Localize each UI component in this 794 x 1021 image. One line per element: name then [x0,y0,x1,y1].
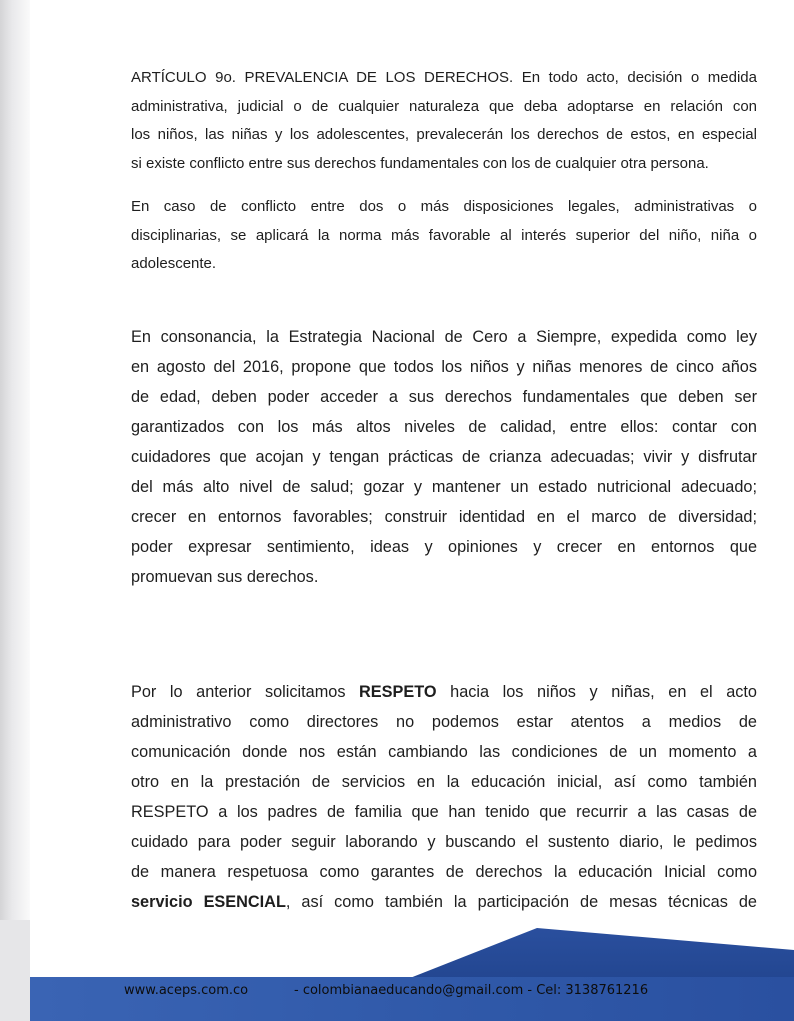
text-line: cuidadores que acojan y tengan prácticas de crianza adecuadas; vivir y disfrutar [131,448,757,466]
footer-band [0,920,794,1021]
text-line: disciplinarias, se aplicará la norma más favorable al interés superior del niño, niña o [131,226,757,244]
text-line: comunicación donde nos están cambiando las condiciones de un momento a [131,743,757,761]
conflict-paragraph [131,193,757,279]
text-line: de manera respetuosa como garantes de derechos la educación Inicial como [131,863,757,881]
page-edge-shadow [0,0,30,1021]
text-line: En caso de conflicto entre dos o más disposiciones legales, administrativas o [131,198,757,215]
text-line: promuevan sus derechos. [131,568,319,586]
article-9-paragraph [131,64,757,179]
text-line: En consonancia, la Estrategia Nacional de Cero a Siempre, expedida como ley [131,328,757,346]
text-run: Por lo anterior solicitamos [131,683,346,701]
text-line: ARTÍCULO 9o. PREVALENCIA DE LOS DERECHOS. En todo acto, decisión o medida [131,69,757,86]
servicio-esencial-emphasis: servicio ESENCIAL [131,893,286,911]
text-line: crecer en entornos favorables; construir identidad en el marco de diversidad; [131,508,757,526]
text-line: en agosto del 2016, propone que todos los niños y niñas menores de cinco años [131,358,757,376]
footer-contact-info: - colombianaeducando@gmail.com - Cel: 3138761216 [294,983,649,998]
footer-website-link[interactable]: www.aceps.com.co [124,983,249,998]
text-run: hacia los niños y niñas, en el acto [450,683,757,701]
text-line: cuidado para poder seguir laborando y buscando el sustento diario, le pedimos [131,833,757,851]
text-line: administrativa, judicial o de cualquier naturaleza que deba adoptarse en relación con [131,97,757,115]
text-line: los niños, las niñas y los adolescentes, prevalecerán los derechos de estos, en especial [131,126,757,144]
text-line: adolescente. [131,255,217,273]
request-paragraph [131,677,757,917]
text-run: , así como también la participación de mesas técnicas de [285,893,757,911]
text-line: si existe conflicto entre sus derechos fundamentales con los de cualquier otra persona. [131,155,709,173]
text-line: poder expresar sentimiento, ideas y opiniones y crecer en entornos que [131,538,757,556]
strategy-paragraph [131,322,757,592]
footer-margin-shade [0,920,30,1021]
text-line [131,677,757,707]
text-line: administrativo como directores no podemos estar atentos a medios de [131,713,757,731]
document-page [30,0,794,1021]
text-line [131,887,757,917]
text-line: RESPETO a los padres de familia que han tenido que recurrir a las casas de [131,803,757,821]
respeto-emphasis: RESPETO [359,683,437,701]
text-line: de edad, deben poder acceder a sus derechos fundamentales que deben ser [131,388,757,406]
text-line: otro en la prestación de servicios en la educación inicial, así como también [131,773,757,791]
text-line: del más alto nivel de salud; gozar y mantener un estado nutricional adecuado; [131,478,757,496]
text-line: garantizados con los más altos niveles de calidad, entre ellos: contar con [131,418,757,436]
